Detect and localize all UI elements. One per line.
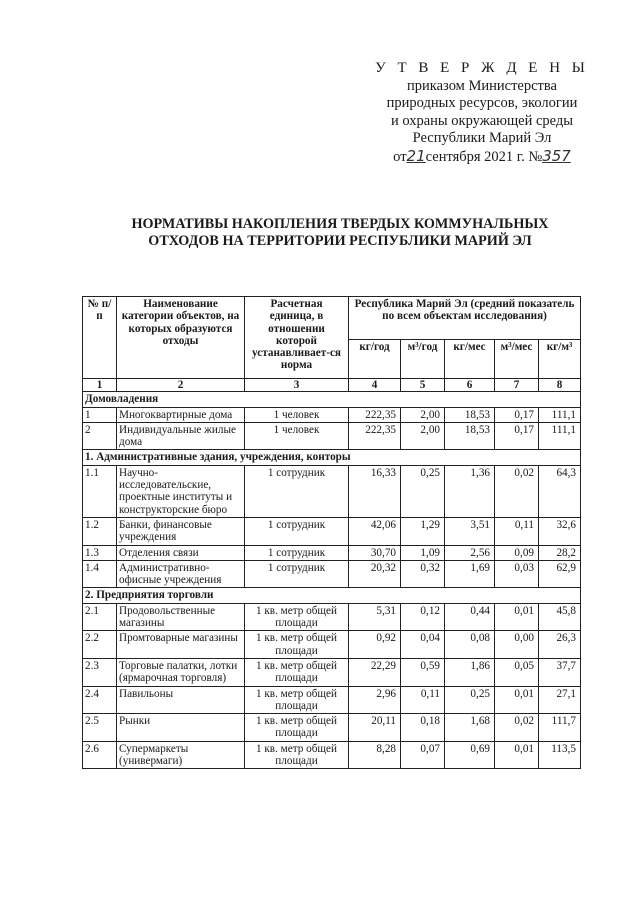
table-row	[83, 465, 581, 517]
header-num: № п/п	[83, 297, 117, 379]
section-title: Домовладения	[83, 392, 581, 407]
column-number: 6	[445, 379, 495, 392]
row-category: Административно-офисные учреждения	[117, 560, 245, 588]
row-unit: 1 кв. метр общей площади	[245, 603, 349, 631]
row-number: 2	[83, 422, 117, 450]
row-number: 1.1	[83, 465, 117, 517]
column-number: 4	[349, 379, 401, 392]
column-number-row	[83, 379, 581, 392]
value-m3-month: 0,01	[495, 686, 539, 714]
value-kg-year: 0,92	[349, 631, 401, 659]
row-unit: 1 кв. метр общей площади	[245, 741, 349, 769]
row-category: Супермаркеты (универмаги)	[117, 741, 245, 769]
value-kg-m3: 32,6	[539, 517, 581, 545]
table-row	[83, 658, 581, 686]
value-kg-year: 22,29	[349, 658, 401, 686]
value-m3-month: 0,09	[495, 545, 539, 560]
row-number: 2.6	[83, 741, 117, 769]
column-number: 7	[495, 379, 539, 392]
table-row	[83, 631, 581, 659]
value-kg-year: 42,06	[349, 517, 401, 545]
value-kg-m3: 111,1	[539, 407, 581, 422]
value-kg-year: 30,70	[349, 545, 401, 560]
value-m3-year: 0,25	[401, 465, 445, 517]
table-row	[83, 407, 581, 422]
value-m3-month: 0,00	[495, 631, 539, 659]
value-m3-year: 2,00	[401, 407, 445, 422]
value-m3-year: 1,09	[401, 545, 445, 560]
header-kg-month: кг/мес	[445, 340, 495, 379]
value-kg-m3: 62,9	[539, 560, 581, 588]
value-kg-m3: 64,3	[539, 465, 581, 517]
row-category: Многоквартирные дома	[117, 407, 245, 422]
value-m3-year: 1,29	[401, 517, 445, 545]
row-category: Индивидуальные жилые дома	[117, 422, 245, 450]
order-number-handwritten: 357	[542, 146, 571, 165]
table-row	[83, 714, 581, 742]
value-kg-month: 0,69	[445, 741, 495, 769]
title-line-1: НОРМАТИВЫ НАКОПЛЕНИЯ ТВЕРДЫХ КОММУНАЛЬНЫХ	[131, 216, 549, 232]
value-kg-month: 0,25	[445, 686, 495, 714]
row-number: 2.1	[83, 603, 117, 631]
section-row	[83, 392, 581, 407]
table-row	[83, 560, 581, 588]
value-m3-year: 0,12	[401, 603, 445, 631]
value-m3-year: 0,11	[401, 686, 445, 714]
value-kg-year: 16,33	[349, 465, 401, 517]
date-prefix: от	[393, 148, 407, 165]
table-row	[83, 741, 581, 769]
row-unit: 1 кв. метр общей площади	[245, 658, 349, 686]
row-number: 2.3	[83, 658, 117, 686]
column-number: 3	[245, 379, 349, 392]
row-unit: 1 кв. метр общей площади	[245, 714, 349, 742]
value-m3-month: 0,02	[495, 465, 539, 517]
value-m3-year: 0,59	[401, 658, 445, 686]
header-category: Наименование категории объектов, на которых образуются отходы	[117, 297, 245, 379]
column-number: 1	[83, 379, 117, 392]
value-kg-m3: 111,7	[539, 714, 581, 742]
table-row	[83, 603, 581, 631]
value-m3-month: 0,11	[495, 517, 539, 545]
row-unit: 1 человек	[245, 407, 349, 422]
row-number: 1.3	[83, 545, 117, 560]
row-unit: 1 сотрудник	[245, 517, 349, 545]
value-kg-m3: 28,2	[539, 545, 581, 560]
date-day-handwritten: 21	[406, 146, 426, 165]
value-kg-m3: 37,7	[539, 658, 581, 686]
value-m3-year: 0,18	[401, 714, 445, 742]
row-unit: 1 сотрудник	[245, 545, 349, 560]
table-row	[83, 545, 581, 560]
table-row	[83, 422, 581, 450]
date-rest: сентября 2021 г. №	[425, 148, 543, 165]
norms-table	[82, 296, 581, 769]
row-category: Рынки	[117, 714, 245, 742]
header-kg-m3: кг/м³	[539, 340, 581, 379]
value-kg-month: 0,08	[445, 631, 495, 659]
section-row	[83, 588, 581, 603]
value-m3-month: 0,03	[495, 560, 539, 588]
value-kg-m3: 27,1	[539, 686, 581, 714]
row-number: 1.2	[83, 517, 117, 545]
section-title: 1. Административные здания, учреждения, конторы	[83, 450, 581, 465]
row-number: 2.5	[83, 714, 117, 742]
value-kg-m3: 113,5	[539, 741, 581, 769]
approval-date-line	[362, 148, 602, 167]
value-kg-month: 1,68	[445, 714, 495, 742]
row-unit: 1 кв. метр общей площади	[245, 686, 349, 714]
header-unit: Расчетная единица, в отношении которой устанавливает-ся норма	[245, 297, 349, 379]
value-kg-year: 2,96	[349, 686, 401, 714]
value-kg-year: 222,35	[349, 422, 401, 450]
row-unit: 1 сотрудник	[245, 560, 349, 588]
value-kg-month: 1,36	[445, 465, 495, 517]
value-m3-month: 0,05	[495, 658, 539, 686]
approval-line-2: природных ресурсов, экологии	[386, 95, 578, 112]
value-kg-year: 222,35	[349, 407, 401, 422]
row-unit: 1 сотрудник	[245, 465, 349, 517]
approval-line-3: и охраны окружающей среды	[390, 112, 574, 129]
approval-stamp	[362, 60, 602, 167]
table-row	[83, 517, 581, 545]
column-number: 2	[117, 379, 245, 392]
value-kg-month: 1,86	[445, 658, 495, 686]
table-row	[83, 686, 581, 714]
column-number: 8	[539, 379, 581, 392]
value-kg-m3: 111,1	[539, 422, 581, 450]
approval-heading: У Т В Е Р Ж Д Е Н Ы	[375, 60, 589, 76]
row-number: 1.4	[83, 560, 117, 588]
value-m3-year: 2,00	[401, 422, 445, 450]
value-kg-m3: 45,8	[539, 603, 581, 631]
header-m3-year: м³/год	[401, 340, 445, 379]
value-m3-month: 0,01	[495, 741, 539, 769]
value-kg-year: 5,31	[349, 603, 401, 631]
row-number: 2.2	[83, 631, 117, 659]
header-kg-year: кг/год	[349, 340, 401, 379]
section-title: 2. Предприятия торговли	[83, 588, 581, 603]
value-kg-year: 8,28	[349, 741, 401, 769]
value-kg-month: 18,53	[445, 407, 495, 422]
value-kg-month: 0,44	[445, 603, 495, 631]
row-category: Павильоны	[117, 686, 245, 714]
value-kg-month: 3,51	[445, 517, 495, 545]
header-m3-month: м³/мес	[495, 340, 539, 379]
row-category: Торговые палатки, лотки (ярмарочная торговля)	[117, 658, 245, 686]
section-row	[83, 450, 581, 465]
value-kg-year: 20,11	[349, 714, 401, 742]
value-kg-year: 20,32	[349, 560, 401, 588]
value-m3-year: 0,32	[401, 560, 445, 588]
title-line-2: ОТХОДОВ НА ТЕРРИТОРИИ РЕСПУБЛИКИ МАРИЙ ЭЛ	[148, 233, 532, 249]
table-header-row	[83, 297, 581, 340]
value-kg-m3: 26,3	[539, 631, 581, 659]
approval-line-1: приказом Министерства	[407, 77, 557, 94]
value-m3-year: 0,07	[401, 741, 445, 769]
column-number: 5	[401, 379, 445, 392]
header-republic: Республика Марий Эл (средний показатель по всем объектам исследования)	[349, 297, 581, 340]
row-category: Продовольственные магазины	[117, 603, 245, 631]
value-kg-month: 18,53	[445, 422, 495, 450]
approval-line-4: Республики Марий Эл	[412, 130, 552, 147]
document-title	[80, 216, 600, 250]
value-m3-month: 0,17	[495, 422, 539, 450]
value-m3-month: 0,17	[495, 407, 539, 422]
row-category: Банки, финансовые учреждения	[117, 517, 245, 545]
value-kg-month: 1,69	[445, 560, 495, 588]
value-m3-month: 0,02	[495, 714, 539, 742]
row-unit: 1 кв. метр общей площади	[245, 631, 349, 659]
value-m3-month: 0,01	[495, 603, 539, 631]
row-category: Промтоварные магазины	[117, 631, 245, 659]
table-body	[83, 392, 581, 769]
row-number: 2.4	[83, 686, 117, 714]
row-category: Научно-исследовательские, проектные институты и конструкторские бюро	[117, 465, 245, 517]
value-m3-year: 0,04	[401, 631, 445, 659]
row-category: Отделения связи	[117, 545, 245, 560]
row-number: 1	[83, 407, 117, 422]
row-unit: 1 человек	[245, 422, 349, 450]
value-kg-month: 2,56	[445, 545, 495, 560]
